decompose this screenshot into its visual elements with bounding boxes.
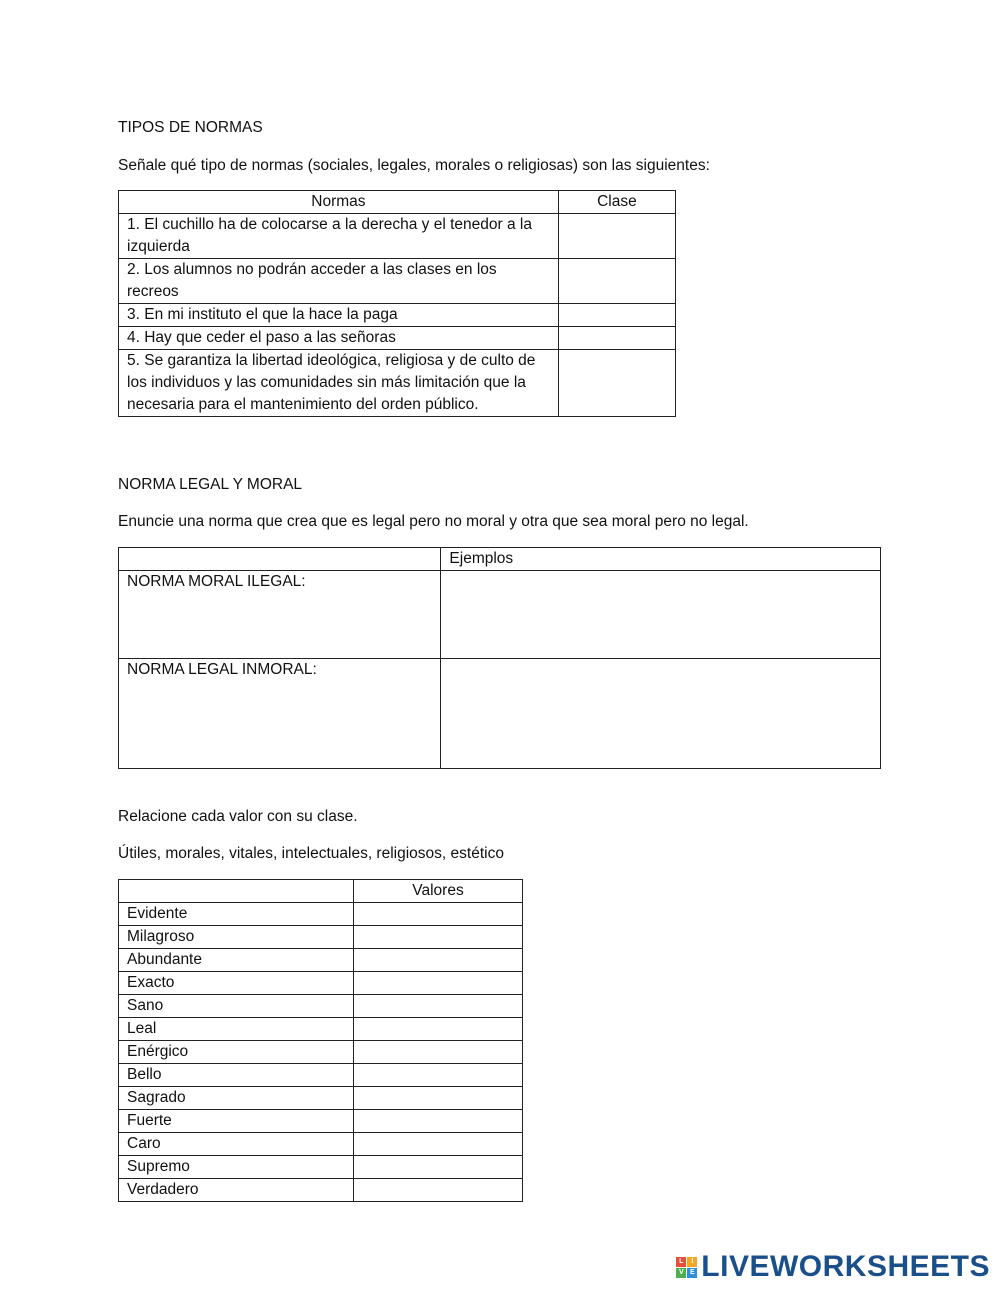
table-row: [119, 1087, 523, 1110]
valor-label: Evidente: [119, 903, 354, 926]
logo-badge-letter: L: [676, 1257, 686, 1267]
ejemplo-answer-cell[interactable]: [441, 571, 881, 659]
norma-text: 5. Se garantiza la libertad ideológica, religiosa y de culto de los individuos y las comunidades sin más limitación que la necesaria para el mantenimiento del orden público.: [119, 350, 559, 417]
valor-label: Abundante: [119, 949, 354, 972]
table-row: [119, 1110, 523, 1133]
clase-answer-cell[interactable]: [558, 304, 675, 327]
section2-heading: NORMA LEGAL Y MORAL: [118, 476, 303, 493]
table-row: [119, 214, 676, 259]
section2-instruction: Enuncie una norma que crea que es legal pero no moral y otra que sea moral pero no legal.: [118, 513, 749, 530]
table-row: [119, 571, 881, 659]
table-header-row: [119, 880, 523, 903]
norma-text: 1. El cuchillo ha de colocarse a la derecha y el tenedor a la izquierda: [119, 214, 559, 259]
valor-answer-cell[interactable]: [354, 1179, 523, 1202]
valor-label: Enérgico: [119, 1041, 354, 1064]
valor-label: Sano: [119, 995, 354, 1018]
logo-badge-letter: V: [676, 1268, 686, 1278]
table-row: [119, 1179, 523, 1202]
normas-table: [118, 190, 676, 417]
clase-answer-cell[interactable]: [558, 350, 675, 417]
table-row: [119, 1133, 523, 1156]
table-row: [119, 972, 523, 995]
row-label-moral-ilegal: NORMA MORAL ILEGAL:: [119, 571, 441, 659]
valor-answer-cell[interactable]: [354, 1156, 523, 1179]
table-row: [119, 926, 523, 949]
ejemplos-table: [118, 547, 881, 769]
column-header-normas: Normas: [119, 191, 559, 214]
table-header-row: [119, 191, 676, 214]
logo-text: LIVEWORKSHEETS: [701, 1250, 990, 1283]
empty-header-cell: [119, 548, 441, 571]
logo-badge-letter: I: [687, 1257, 697, 1267]
table-row: [119, 949, 523, 972]
valor-answer-cell[interactable]: [354, 1041, 523, 1064]
valor-label: Caro: [119, 1133, 354, 1156]
table-row: [119, 350, 676, 417]
norma-text: 4. Hay que ceder el paso a las señoras: [119, 327, 559, 350]
valores-table: [118, 879, 523, 1202]
valor-answer-cell[interactable]: [354, 903, 523, 926]
section1-heading: TIPOS DE NORMAS: [118, 119, 263, 136]
liveworksheets-logo: [676, 1251, 990, 1283]
table-row: [119, 1156, 523, 1179]
clase-answer-cell[interactable]: [558, 259, 675, 304]
table-row: [119, 659, 881, 769]
table-header-row: [119, 548, 881, 571]
empty-header-cell: [119, 880, 354, 903]
table-row: [119, 1041, 523, 1064]
valor-label: Milagroso: [119, 926, 354, 949]
row-label-legal-inmoral: NORMA LEGAL INMORAL:: [119, 659, 441, 769]
valor-label: Bello: [119, 1064, 354, 1087]
table-row: [119, 995, 523, 1018]
valor-answer-cell[interactable]: [354, 1133, 523, 1156]
logo-badge-letter: E: [687, 1268, 697, 1278]
table-row: [119, 304, 676, 327]
norma-text: 3. En mi instituto el que la hace la paga: [119, 304, 559, 327]
table-row: [119, 903, 523, 926]
norma-text: 2. Los alumnos no podrán acceder a las clases en los recreos: [119, 259, 559, 304]
ejemplo-answer-cell[interactable]: [441, 659, 881, 769]
column-header-valores: Valores: [354, 880, 523, 903]
clase-answer-cell[interactable]: [558, 214, 675, 259]
column-header-ejemplos: Ejemplos: [441, 548, 881, 571]
table-row: [119, 1064, 523, 1087]
column-header-clase: Clase: [558, 191, 675, 214]
valor-answer-cell[interactable]: [354, 995, 523, 1018]
logo-badge-icon: [676, 1257, 697, 1278]
section3-instruction: Relacione cada valor con su clase.: [118, 808, 358, 825]
valor-answer-cell[interactable]: [354, 1018, 523, 1041]
valor-label: Fuerte: [119, 1110, 354, 1133]
section3-options: Útiles, morales, vitales, intelectuales, religiosos, estético: [118, 845, 504, 862]
valor-answer-cell[interactable]: [354, 1110, 523, 1133]
valor-label: Leal: [119, 1018, 354, 1041]
table-row: [119, 1018, 523, 1041]
valor-label: Exacto: [119, 972, 354, 995]
valor-answer-cell[interactable]: [354, 972, 523, 995]
clase-answer-cell[interactable]: [558, 327, 675, 350]
valor-label: Sagrado: [119, 1087, 354, 1110]
valor-answer-cell[interactable]: [354, 1087, 523, 1110]
table-row: [119, 259, 676, 304]
valor-answer-cell[interactable]: [354, 949, 523, 972]
table-row: [119, 327, 676, 350]
valor-answer-cell[interactable]: [354, 926, 523, 949]
valor-label: Verdadero: [119, 1179, 354, 1202]
section1-instruction: Señale qué tipo de normas (sociales, legales, morales o religiosas) son las siguientes:: [118, 157, 710, 174]
valor-label: Supremo: [119, 1156, 354, 1179]
valor-answer-cell[interactable]: [354, 1064, 523, 1087]
